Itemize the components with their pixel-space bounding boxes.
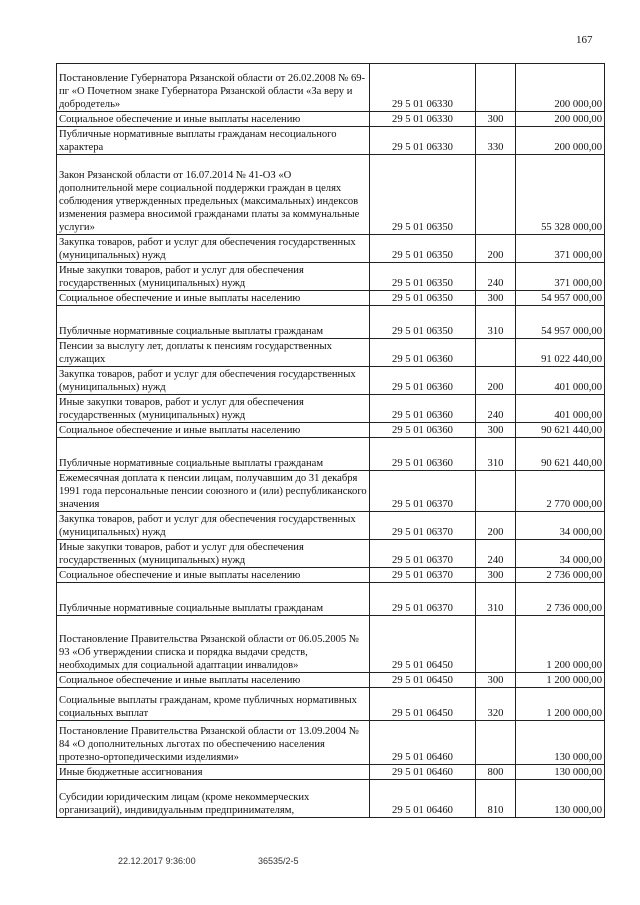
row-expense-type: 800 [476,765,516,780]
row-amount: 54 957 000,00 [516,291,605,306]
row-amount: 130 000,00 [516,780,605,818]
row-description: Иные бюджетные ассигнования [57,765,370,780]
row-target-code: 29 5 01 06370 [370,583,476,616]
row-description: Социальное обеспечение и иные выплаты населению [57,291,370,306]
table-row [57,263,605,291]
row-expense-type: 300 [476,291,516,306]
row-description: Социальные выплаты гражданам, кроме публичных нормативных социальных выплат [57,688,370,721]
row-description: Постановление Правительства Рязанской области от 13.09.2004 № 84 «О дополнительных льготах по обеспечению населения протезно-ортопедическими изделиями» [57,721,370,765]
row-amount: 200 000,00 [516,112,605,127]
row-description: Иные закупки товаров, работ и услуг для обеспечения государственных (муниципальных) нужд [57,395,370,423]
row-amount: 90 621 440,00 [516,423,605,438]
table-row [57,688,605,721]
row-expense-type: 310 [476,306,516,339]
row-description: Ежемесячная доплата к пенсии лицам, получавшим до 31 декабря 1991 года персональные пенсии союзного и (или) республиканского значения [57,471,370,512]
row-target-code: 29 5 01 06370 [370,512,476,540]
row-description: Социальное обеспечение и иные выплаты населению [57,568,370,583]
row-expense-type: 200 [476,512,516,540]
row-amount: 401 000,00 [516,395,605,423]
row-target-code: 29 5 01 06350 [370,235,476,263]
row-description: Постановление Правительства Рязанской области от 06.05.2005 № 93 «Об утверждении списка и порядка выдачи средств, необходимых для социальной адаптации инвалидов» [57,616,370,673]
row-expense-type [476,721,516,765]
row-expense-type: 240 [476,540,516,568]
table-row [57,339,605,367]
row-target-code: 29 5 01 06460 [370,780,476,818]
row-target-code: 29 5 01 06450 [370,688,476,721]
table-row [57,235,605,263]
table-row [57,780,605,818]
table-row [57,568,605,583]
row-description: Публичные нормативные социальные выплаты гражданам [57,306,370,339]
table-row [57,423,605,438]
row-amount: 2 736 000,00 [516,583,605,616]
row-expense-type [476,471,516,512]
row-target-code: 29 5 01 06460 [370,765,476,780]
row-expense-type: 300 [476,112,516,127]
row-description: Закупка товаров, работ и услуг для обеспечения государственных (муниципальных) нужд [57,512,370,540]
row-expense-type: 240 [476,263,516,291]
row-target-code: 29 5 01 06330 [370,64,476,112]
table-row [57,127,605,155]
page-number: 167 [576,34,593,46]
row-target-code: 29 5 01 06330 [370,127,476,155]
row-target-code: 29 5 01 06450 [370,673,476,688]
budget-table-body [57,64,605,818]
row-expense-type: 300 [476,673,516,688]
table-row [57,438,605,471]
row-amount: 1 200 000,00 [516,673,605,688]
row-expense-type [476,616,516,673]
row-amount: 200 000,00 [516,127,605,155]
row-expense-type [476,64,516,112]
row-target-code: 29 5 01 06360 [370,423,476,438]
row-target-code: 29 5 01 06360 [370,395,476,423]
row-target-code: 29 5 01 06360 [370,367,476,395]
row-description: Иные закупки товаров, работ и услуг для обеспечения государственных (муниципальных) нужд [57,263,370,291]
footer-doc-code: 36535/2-5 [258,856,299,866]
table-row [57,583,605,616]
row-amount: 54 957 000,00 [516,306,605,339]
row-amount: 55 328 000,00 [516,155,605,235]
row-expense-type [476,339,516,367]
table-row [57,155,605,235]
row-amount: 1 200 000,00 [516,616,605,673]
row-amount: 130 000,00 [516,721,605,765]
table-row [57,291,605,306]
row-description: Закупка товаров, работ и услуг для обеспечения государственных (муниципальных) нужд [57,235,370,263]
row-description: Пенсии за выслугу лет, доплаты к пенсиям государственных служащих [57,339,370,367]
row-amount: 371 000,00 [516,235,605,263]
row-description: Постановление Губернатора Рязанской области от 26.02.2008 № 69-пг «О Почетном знаке Губернатора Рязанской области «За веру и добродетель» [57,64,370,112]
row-target-code: 29 5 01 06450 [370,616,476,673]
row-target-code: 29 5 01 06370 [370,568,476,583]
row-target-code: 29 5 01 06360 [370,438,476,471]
row-expense-type: 310 [476,583,516,616]
row-expense-type: 810 [476,780,516,818]
row-expense-type: 300 [476,568,516,583]
row-description: Социальное обеспечение и иные выплаты населению [57,112,370,127]
row-description: Закупка товаров, работ и услуг для обеспечения государственных (муниципальных) нужд [57,367,370,395]
row-amount: 90 621 440,00 [516,438,605,471]
row-target-code: 29 5 01 06370 [370,540,476,568]
table-row [57,112,605,127]
row-amount: 2 770 000,00 [516,471,605,512]
row-description: Публичные нормативные социальные выплаты гражданам [57,438,370,471]
row-amount: 401 000,00 [516,367,605,395]
row-description: Социальное обеспечение и иные выплаты населению [57,673,370,688]
row-amount: 34 000,00 [516,512,605,540]
table-row [57,471,605,512]
row-expense-type: 300 [476,423,516,438]
table-row [57,64,605,112]
table-row [57,765,605,780]
row-description: Публичные нормативные социальные выплаты гражданам [57,583,370,616]
footer-datetime: 22.12.2017 9:36:00 [118,856,196,866]
table-row [57,540,605,568]
row-expense-type: 240 [476,395,516,423]
row-target-code: 29 5 01 06350 [370,263,476,291]
table-row [57,721,605,765]
row-target-code: 29 5 01 06350 [370,306,476,339]
table-row [57,512,605,540]
row-amount: 371 000,00 [516,263,605,291]
budget-table [56,63,605,818]
row-amount: 34 000,00 [516,540,605,568]
row-target-code: 29 5 01 06350 [370,291,476,306]
row-target-code: 29 5 01 06370 [370,471,476,512]
row-amount: 200 000,00 [516,64,605,112]
row-amount: 91 022 440,00 [516,339,605,367]
row-expense-type [476,155,516,235]
row-description: Публичные нормативные выплаты гражданам несоциального характера [57,127,370,155]
table-row [57,616,605,673]
row-expense-type: 200 [476,235,516,263]
row-expense-type: 310 [476,438,516,471]
row-description: Субсидии юридическим лицам (кроме некоммерческих организаций), индивидуальным предпринимателям, [57,780,370,818]
row-expense-type: 320 [476,688,516,721]
table-row [57,367,605,395]
row-amount: 1 200 000,00 [516,688,605,721]
row-amount: 2 736 000,00 [516,568,605,583]
row-expense-type: 200 [476,367,516,395]
table-row [57,395,605,423]
table-row [57,306,605,339]
row-target-code: 29 5 01 06350 [370,155,476,235]
row-amount: 130 000,00 [516,765,605,780]
row-target-code: 29 5 01 06460 [370,721,476,765]
row-description: Закон Рязанской области от 16.07.2014 № 41-ОЗ «О дополнительной мере социальной поддержки граждан в целях соблюдения утвержденных предельных (максимальных) индексов изменения размера вносимой гражданами платы за коммунальные услуги» [57,155,370,235]
row-expense-type: 330 [476,127,516,155]
table-row [57,673,605,688]
row-description: Иные закупки товаров, работ и услуг для обеспечения государственных (муниципальных) нужд [57,540,370,568]
row-target-code: 29 5 01 06360 [370,339,476,367]
row-description: Социальное обеспечение и иные выплаты населению [57,423,370,438]
row-target-code: 29 5 01 06330 [370,112,476,127]
